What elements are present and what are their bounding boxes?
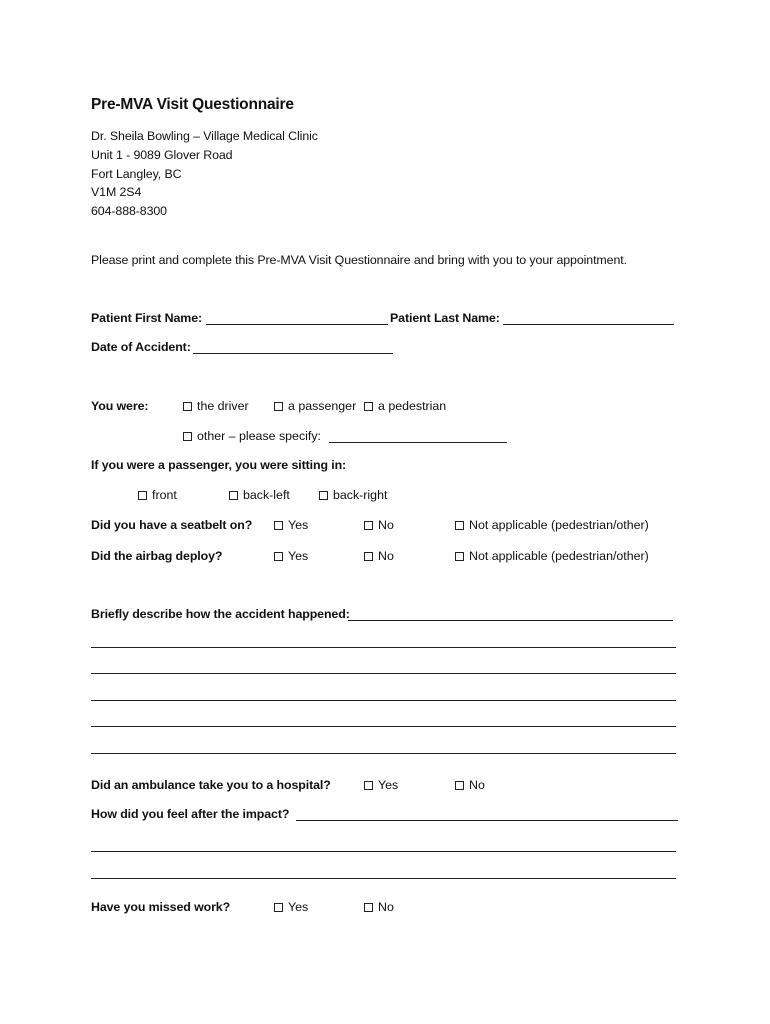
clinic-doctor: Dr. Sheila Bowling – Village Medical Clinic <box>91 129 318 143</box>
airbag-na-option[interactable]: Not applicable (pedestrian/other) <box>455 549 649 563</box>
role-passenger-option[interactable]: a passenger <box>274 399 356 413</box>
describe-accident-line[interactable] <box>91 700 676 701</box>
clinic-city: Fort Langley, BC <box>91 167 182 181</box>
role-pedestrian-option[interactable]: a pedestrian <box>364 399 446 413</box>
checkbox-icon[interactable] <box>274 903 283 912</box>
missed-work-label: Have you missed work? <box>91 900 231 914</box>
feel-after-impact-field[interactable] <box>296 820 678 821</box>
checkbox-icon[interactable] <box>364 903 373 912</box>
page-title: Pre-MVA Visit Questionnaire <box>91 96 294 113</box>
passenger-seat-label: If you were a passenger, you were sitting in: <box>91 458 347 472</box>
ambulance-no-option[interactable]: No <box>455 778 485 792</box>
describe-accident-line[interactable] <box>91 647 676 648</box>
clinic-address: Unit 1 - 9089 Glover Road <box>91 148 233 162</box>
describe-accident-line[interactable] <box>91 673 676 674</box>
feel-after-impact-label: How did you feel after the impact? <box>91 807 290 821</box>
checkbox-icon[interactable] <box>364 402 373 411</box>
seat-back-left-option[interactable]: back-left <box>229 488 290 502</box>
clinic-phone: 604-888-8300 <box>91 204 167 218</box>
checkbox-icon[interactable] <box>274 402 283 411</box>
describe-accident-line[interactable] <box>91 726 676 727</box>
describe-accident-label: Briefly describe how the accident happened: <box>91 607 350 621</box>
you-were-label: You were: <box>91 399 149 413</box>
checkbox-icon[interactable] <box>364 521 373 530</box>
role-driver-option[interactable]: the driver <box>183 399 249 413</box>
checkbox-icon[interactable] <box>319 491 328 500</box>
feel-after-impact-line[interactable] <box>91 878 676 879</box>
date-of-accident-field[interactable] <box>193 353 393 354</box>
clinic-postal: V1M 2S4 <box>91 185 142 199</box>
checkbox-icon[interactable] <box>138 491 147 500</box>
ambulance-label: Did an ambulance take you to a hospital? <box>91 778 331 792</box>
checkbox-icon[interactable] <box>364 552 373 561</box>
role-other-specify-field[interactable] <box>329 442 507 443</box>
describe-accident-line[interactable] <box>91 753 676 754</box>
missed-work-yes-option[interactable]: Yes <box>274 900 308 914</box>
airbag-yes-option[interactable]: Yes <box>274 549 308 563</box>
seatbelt-no-option[interactable]: No <box>364 518 394 532</box>
last-name-label: Patient Last Name: <box>390 311 500 325</box>
seatbelt-yes-option[interactable]: Yes <box>274 518 308 532</box>
airbag-no-option[interactable]: No <box>364 549 394 563</box>
checkbox-icon[interactable] <box>455 781 464 790</box>
feel-after-impact-line[interactable] <box>91 851 676 852</box>
last-name-field[interactable] <box>503 324 674 325</box>
checkbox-icon[interactable] <box>229 491 238 500</box>
checkbox-icon[interactable] <box>183 432 192 441</box>
seatbelt-label: Did you have a seatbelt on? <box>91 518 253 532</box>
checkbox-icon[interactable] <box>455 521 464 530</box>
instructions: Please print and complete this Pre-MVA Visit Questionnaire and bring with you to your appointment. <box>91 253 627 267</box>
missed-work-no-option[interactable]: No <box>364 900 394 914</box>
first-name-field[interactable] <box>206 324 388 325</box>
checkbox-icon[interactable] <box>364 781 373 790</box>
checkbox-icon[interactable] <box>183 402 192 411</box>
ambulance-yes-option[interactable]: Yes <box>364 778 398 792</box>
first-name-label: Patient First Name: <box>91 311 203 325</box>
seat-back-right-option[interactable]: back-right <box>319 488 387 502</box>
seatbelt-na-option[interactable]: Not applicable (pedestrian/other) <box>455 518 649 532</box>
date-of-accident-label: Date of Accident: <box>91 340 191 354</box>
checkbox-icon[interactable] <box>274 521 283 530</box>
describe-accident-field[interactable] <box>348 620 673 621</box>
airbag-label: Did the airbag deploy? <box>91 549 223 563</box>
role-other-option[interactable]: other – please specify: <box>183 429 321 443</box>
checkbox-icon[interactable] <box>455 552 464 561</box>
checkbox-icon[interactable] <box>274 552 283 561</box>
seat-front-option[interactable]: front <box>138 488 177 502</box>
